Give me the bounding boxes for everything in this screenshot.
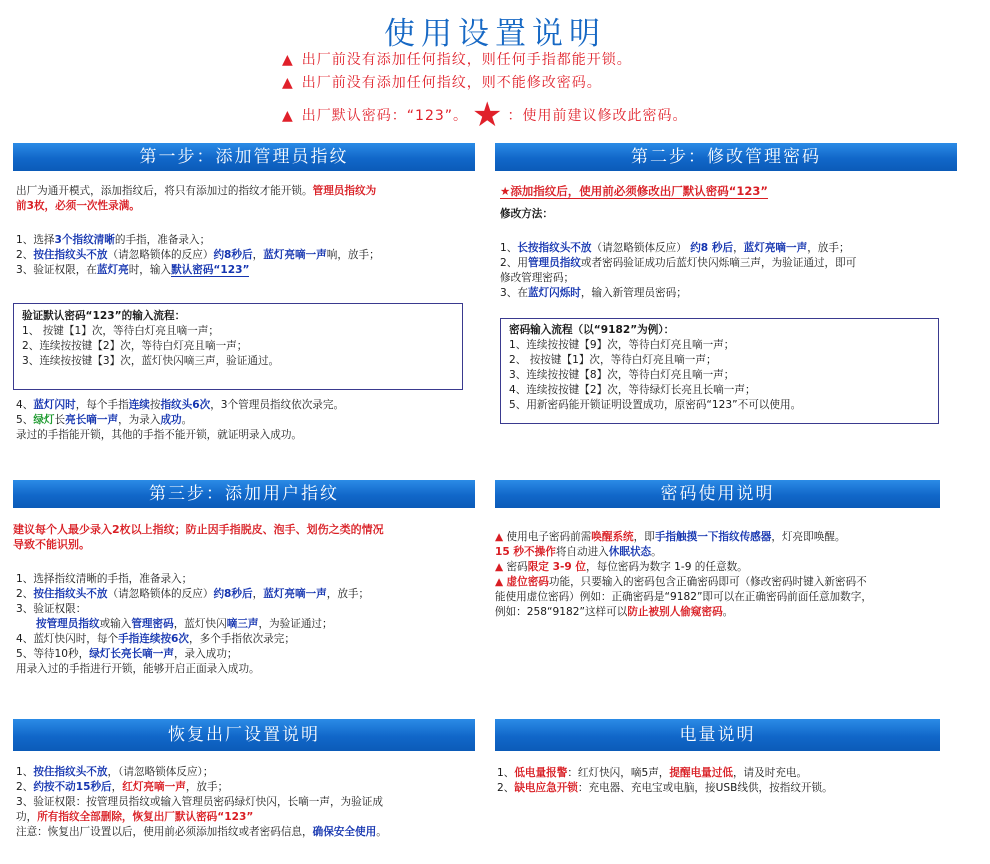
star-icon: ★ — [472, 95, 504, 135]
step2-method: 修改方法： — [500, 208, 553, 220]
step2-warning: ★添加指纹后，使用前必须修改出厂默认密码“123” — [500, 184, 768, 198]
step2-steps: 1、长按指纹头不放（请忽略锁体反应） 约8 秒后，蓝灯亮嘀一声，放手； 2、用管理员指纹或者密码验证成功后蓝灯快闪烁嘀三声，为验证通过，即可 修改管理密码； 3、在蓝灯闪烁时，输入新管理员密码； — [500, 242, 857, 299]
step1-steps-a: 1、选择3个指纹清晰的手指，准备录入； 2、按住指纹头不放（请忽略锁体的反应）约8秒后，蓝灯亮嘀一声响，放手； 3、验证权限，在蓝灯亮时，输入默认密码“123” — [16, 234, 380, 276]
reset-header: 恢复出厂设置说明 — [13, 719, 475, 751]
step1-box-title: 验证默认密码“123”的输入流程： — [22, 310, 186, 322]
step1-verify-box: 验证默认密码“123”的输入流程： 1、 按键【1】次，等待白灯亮且嘀一声； 2、连续按按键【2】次，等待白灯亮且嘀一声； 3、连续按按键【3】次，蓝灯快闪嘀三声，验证通过。 — [13, 303, 463, 390]
star-icon: ★ — [500, 184, 511, 198]
warning-triangle-icon: ▲ — [495, 561, 504, 573]
step2-box-title: 密码输入流程（以“9182”为例）： — [509, 324, 675, 336]
step1-header: 第一步：添加管理员指纹 — [13, 143, 475, 171]
password-usage-text: ▲ 使用电子密码前需唤醒系统，即手指触摸一下指纹传感器，灯亮即唤醒。 15 秒不操作将自动进入休眠状态。 ▲ 密码限定 3-9 位，每位密码为数字 1-9 的任意数。 ▲ 虚位密码功能，只要输入的密码包含正确密码即可（修改密码时键入新密码不 能使用虚位密码）例如：正确密码是“9182”即可以在正确密码前面任意加数字， 例如：258“9182”这样可以防止被别人偷窥密码。 — [495, 531, 872, 618]
power-text: 1、低电量报警：红灯快闪，嘀5声，提醒电量过低，请及时充电。 2、缺电应急开锁：充电器、充电宝或电脑，接USB线供，按指纹开锁。 — [497, 767, 833, 794]
warning-triangle-icon: ▲ — [495, 531, 504, 543]
step3-intro: 建议每个人最少录入2枚以上指纹；防止因手指脱皮、泡手、划伤之类的情况 导致不能识别。 — [13, 523, 384, 551]
step3-header: 第三步：添加用户指纹 — [13, 480, 475, 508]
warning-triangle-icon: ▲ — [282, 52, 294, 68]
power-header: 电量说明 — [495, 719, 940, 751]
reset-text: 1、按住指纹头不放，（请忽略锁体反应）； 2、约按不动15秒后，红灯亮嘀一声，放手； 3、验证权限：按管理员指纹或输入管理员密码绿灯快闪，长嘀一声，为验证成 功，所有指纹全部删除，恢复出厂默认密码“123” 注意：恢复出厂设置以后，使用前必须添加指纹或者密码信息，确保安全使用。 — [16, 766, 387, 838]
step1-steps-b: 4、蓝灯闪时，每个手指连续按指纹头6次，3个管理员指纹依次录完。 5、绿灯长亮长嘀一声，为录入成功。 录过的手指能开锁，其他的手指不能开锁，就证明录入成功。 — [16, 399, 345, 441]
step2-header: 第二步：修改管理密码 — [495, 143, 957, 171]
step3-steps: 1、选择指纹清晰的手指，准备录入； 2、按住指纹头不放（请忽略锁体的反应）约8秒后，蓝灯亮嘀一声，放手； 3、验证权限： 按管理员指纹或输入管理密码，蓝灯快闪嘀三声，为验证通过； 4、蓝灯快闪时，每个手指连续按6次，多个手指依次录完； 5、等待10秒，绿灯长亮长嘀一声，录入成功； 用录入过的手指进行开锁，能够开启正面录入成功。 — [16, 573, 370, 675]
step1-intro: 出厂为通开模式，添加指纹后，将只有添加过的指纹才能开锁。管理员指纹为 前3枚，必须一次性录满。 — [16, 185, 377, 212]
notice-1: ▲ 出厂前没有添加任何指纹，则任何手指都能开锁。 — [282, 52, 632, 68]
notice-3: ▲ 出厂默认密码：“123”。 ★ ：使用前建议修改此密码。 — [282, 95, 688, 135]
password-usage-header: 密码使用说明 — [495, 480, 940, 508]
notice-2: ▲ 出厂前没有添加任何指纹，则不能修改密码。 — [282, 75, 602, 91]
warning-triangle-icon: ▲ — [282, 108, 294, 124]
warning-triangle-icon: ▲ — [282, 75, 294, 91]
step2-password-box: 密码输入流程（以“9182”为例）： 1、连续按按键【9】次，等待白灯亮且嘀一声； 2、 按按键【1】次，等待白灯亮且嘀一声； 3、连续按按键【8】次，等待白灯亮且嘀一声； 4、连续按按键【2】次，等待绿灯长亮且长嘀一声； 5、用新密码能开锁证明设置成功，原密码“123”不可以使用。 — [500, 318, 939, 424]
page-title: 使用设置说明 — [384, 16, 606, 52]
warning-triangle-icon: ▲ — [495, 576, 504, 588]
